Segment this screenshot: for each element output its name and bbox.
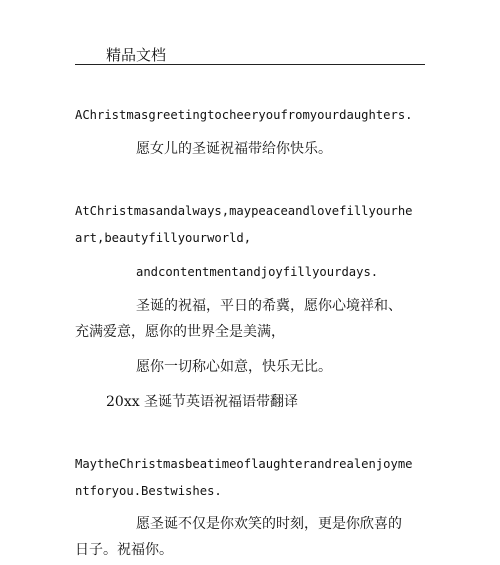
paragraph-line: 20xx 圣诞节英语祝福语带翻译: [106, 394, 299, 410]
paragraph-line: 愿你一切称心如意，快乐无比。: [136, 359, 332, 375]
paragraph-line: ntforyou.Bestwishes.: [75, 484, 222, 498]
paragraph-line: 愿圣诞不仅是你欢笑的时刻，更是你欣喜的: [136, 516, 402, 532]
paragraph-line: 愿女儿的圣诞祝福带给你快乐。: [136, 141, 332, 157]
paragraph-line: 日子。祝福你。: [75, 542, 173, 558]
paragraph-line: MaytheChristmasbeatimeoflaughterandrealenjoyme: [75, 457, 413, 471]
paragraph-line: AtChristmasandalways,maypeaceandlovefillyourhe: [75, 204, 413, 218]
paragraph-line: 圣诞的祝福，平日的希冀，愿你心境祥和、: [136, 298, 402, 314]
header-divider: [75, 64, 425, 65]
paragraph-line: AChristmasgreetingtocheeryoufromyourdaughters.: [75, 108, 413, 122]
paragraph-line: art,beautyfillyourworld,: [75, 231, 252, 245]
paragraph-line: andcontentmentandjoyfillyourdays.: [136, 265, 379, 279]
paragraph-line: 充满爱意，愿你的世界全是美满，: [75, 324, 285, 340]
header-title: 精品文档: [106, 46, 167, 64]
